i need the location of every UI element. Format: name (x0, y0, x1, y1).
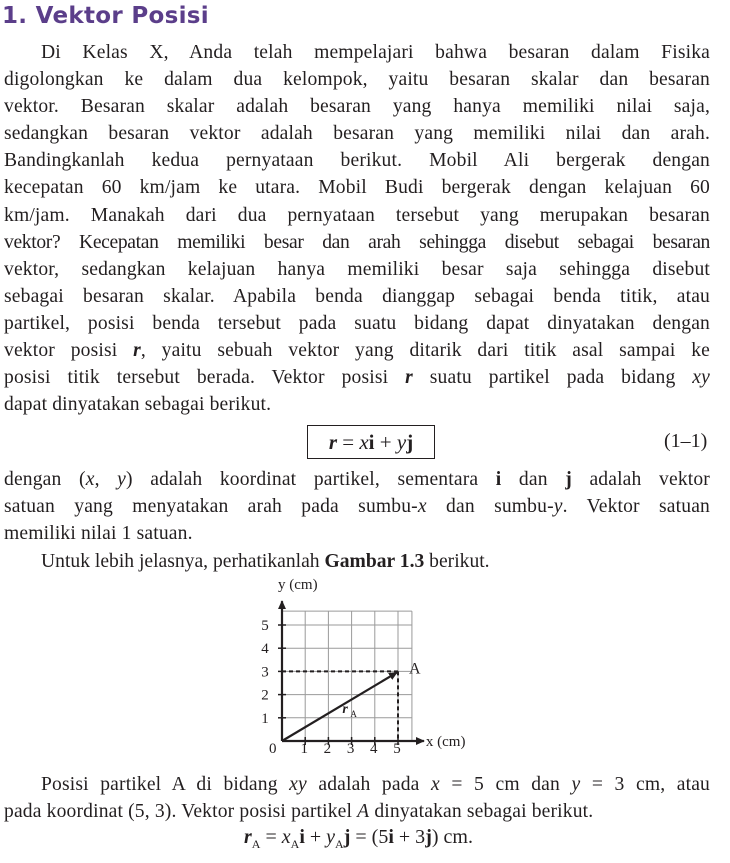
equation-box: r = xi + yj (307, 425, 435, 459)
section-heading (2, 3, 209, 29)
figure-reference: Gambar 1.3 (324, 551, 425, 572)
y-tick-label: 5 (261, 618, 269, 634)
vector-label: r (342, 701, 348, 717)
text-line: vektor. Besaran skalar adalah besaran yang hanya memiliki nilai saja, (4, 96, 710, 118)
text-line: sebagai besaran skalar. Apabila benda dianggap sebagai benda titik, atau (4, 285, 710, 307)
y-tick-label: 3 (261, 664, 269, 681)
origin-label: 0 (269, 741, 277, 757)
text-line: Bandingkanlah kedua pernyataan berikut. Mobil Ali bergerak dengan (4, 150, 710, 172)
point-A-label: A (409, 660, 421, 678)
position-vector-figure (240, 578, 480, 763)
text-line: pada koordinat (5, 3). Vektor posisi partikel A dinyatakan sebagai berikut. (4, 801, 594, 823)
text-line: digolongkan ke dalam dua kelompok, yaitu besaran skalar dan besaran (4, 69, 710, 91)
section-number: 1. (2, 3, 28, 29)
x-tick-label: 3 (346, 741, 355, 757)
text-line: dengan (x, y) adalah koordinat partikel, sementara i dan j adalah vektor (4, 469, 710, 490)
vector-r-symbol: r (405, 367, 413, 389)
text-line: posisi titik tersebut berada. Vektor posisi r suatu partikel pada bidang xy (4, 367, 710, 389)
text-line: Posisi partikel A di bidang xy adalah pada x = 5 cm dan y = 3 cm, atau (41, 774, 710, 795)
text-line: kecepatan 60 km/jam ke utara. Mobil Budi bergerak dengan kelajuan 60 (4, 177, 710, 199)
axes (278, 601, 424, 745)
x-tick-label: 5 (393, 741, 401, 757)
text-line: partikel, posisi benda tersebut pada suatu bidang dapat dinyatakan dengan (4, 312, 710, 334)
x-tick-label: 4 (370, 741, 378, 757)
vector-label-subscript: A (350, 708, 357, 719)
text-line: sedangkan besaran vektor adalah besaran yang memiliki nilai dan arah. (4, 123, 710, 145)
y-axis-label: y (cm) (278, 578, 318, 594)
equation-number: (1–1) (664, 430, 708, 452)
figure-reference-line: Untuk lebih jelasnya, perhatikanlah Gambar 1.3 berikut. (41, 551, 490, 572)
paragraph-intro (4, 39, 710, 418)
y-tick-label: 2 (261, 687, 269, 704)
text-line: dapat dinyatakan sebagai berikut. (4, 394, 272, 416)
x-tick-label: 2 (323, 741, 332, 757)
paragraph-unit-vectors (4, 466, 710, 547)
text-line: memiliki nilai 1 satuan. (4, 523, 193, 545)
text-line: vektor, sedangkan kelajuan hanya memiliki besar saja sehingga disebut (4, 258, 710, 280)
x-axis-label: x (cm) (425, 734, 466, 750)
text-line: km/jam. Manakah dari dua pernyataan tersebut yang merupakan besaran (4, 204, 710, 226)
text-line: vektor? Kecepatan memiliki besar dan arah sehingga disebut sebagai besaran (4, 231, 710, 253)
chart-labels (261, 578, 465, 757)
x-tick-label: 1 (300, 741, 308, 757)
section-title: Vektor Posisi (35, 3, 209, 29)
position-vector-arrow (282, 672, 397, 741)
y-tick-label: 4 (261, 641, 269, 658)
position-equation: $r_A = x_Ai + y_Aj = (5i + 3j)$ cm. (244, 826, 473, 851)
text-line: vektor posisi r, yaitu sebuah vektor yang ditarik dari titik asal sampai ke (4, 340, 711, 362)
text-line: satuan yang menyatakan arah pada sumbu-x dan sumbu-y. Vektor satuan (4, 496, 710, 518)
vector-r-symbol: r (133, 340, 141, 362)
y-tick-label: 1 (261, 710, 269, 727)
text-line: Di Kelas X, Anda telah mempelajari bahwa besaran dalam Fisika (41, 42, 710, 63)
paragraph-position-A (4, 771, 710, 825)
chart-marks (282, 671, 398, 741)
